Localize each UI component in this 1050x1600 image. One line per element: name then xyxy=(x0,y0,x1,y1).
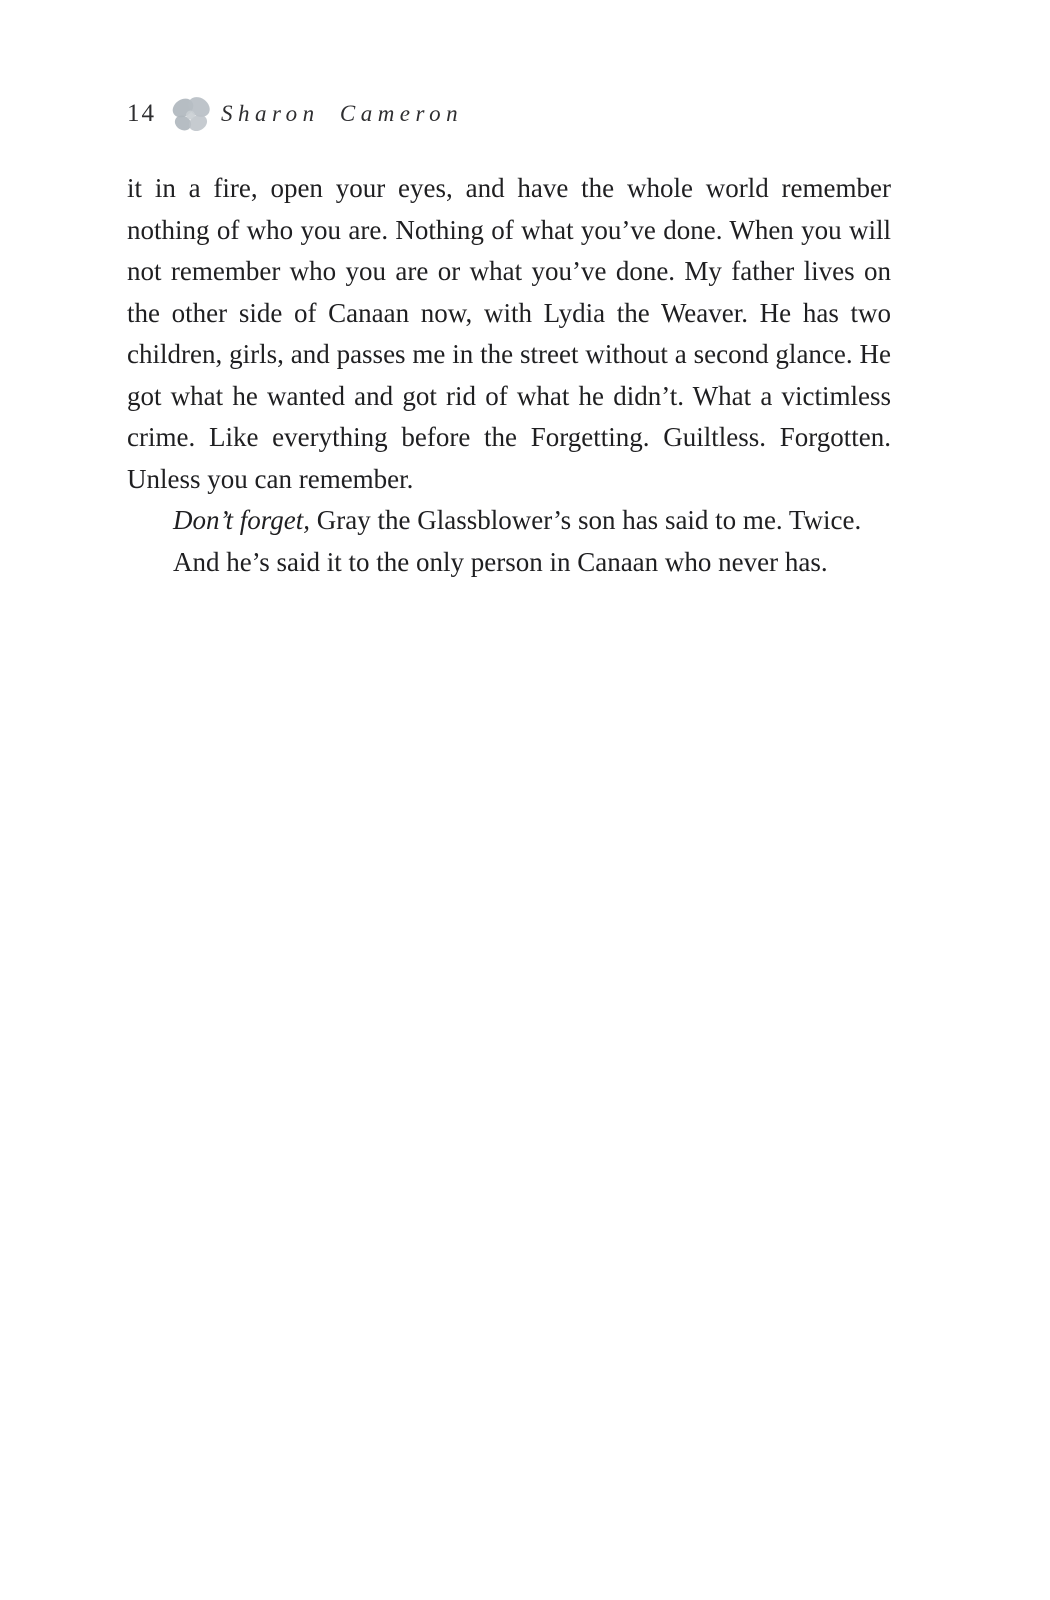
paragraph xyxy=(127,168,891,500)
text-segment: Gray the Glassblower’s son has said to me. Twice. xyxy=(310,505,862,535)
page-number: 14 xyxy=(127,100,156,127)
italic-text-segment: Don’t forget, xyxy=(173,505,310,535)
body-text xyxy=(127,168,891,583)
paragraph xyxy=(127,500,891,542)
running-header xyxy=(127,94,463,134)
paragraph xyxy=(127,542,891,584)
flower-ornament-icon xyxy=(169,95,213,135)
running-head-author: Sharon Cameron xyxy=(221,101,464,126)
text-segment: And he’s said it to the only person in Canaan who never has. xyxy=(173,546,828,577)
text-segment: it in a fire, open your eyes, and have the whole world remember nothing of who you are. Nothing of what you’ve done. When you will not remember who you are or what you’ve done. My father lives on the other side of Canaan now, with Lydia the Weaver. He has two children, girls, and passes me in the street without a second glance. He got what he wanted and got rid of what he didn’t. What a victimless crime. Like everything before the Forgetting. Guiltless. Forgotten. Unless you can remember. xyxy=(127,173,891,494)
